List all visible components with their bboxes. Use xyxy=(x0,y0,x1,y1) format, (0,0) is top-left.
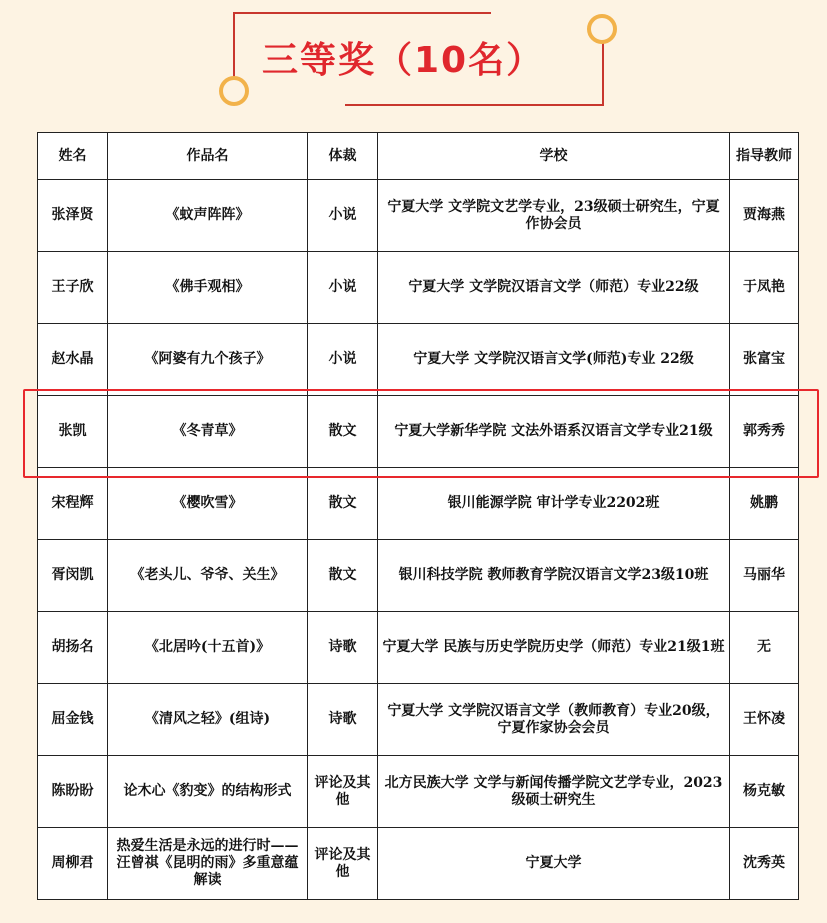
header-work: 作品名 xyxy=(108,133,308,180)
table-row xyxy=(38,468,799,540)
cell-name: 陈盼盼 xyxy=(38,756,108,828)
cell-school: 宁夏大学 文学院汉语言文学（教师教育）专业20级，宁夏作家协会会员 xyxy=(378,684,730,756)
frame-line-right xyxy=(602,42,604,106)
cell-teacher: 杨克敏 xyxy=(730,756,799,828)
cell-name: 赵水晶 xyxy=(38,324,108,396)
award-title: 三等奖（10名） xyxy=(262,40,545,81)
cell-school: 宁夏大学 文学院文艺学专业，23级硕士研究生，宁夏作协会员 xyxy=(378,180,730,252)
cell-genre: 散文 xyxy=(308,468,378,540)
cell-school: 银川科技学院 教师教育学院汉语言文学23级10班 xyxy=(378,540,730,612)
cell-work: 《阿婆有九个孩子》 xyxy=(108,324,308,396)
cell-school: 银川能源学院 审计学专业2202班 xyxy=(378,468,730,540)
cell-work: 《冬青草》 xyxy=(108,396,308,468)
cell-genre: 小说 xyxy=(308,324,378,396)
cell-work: 《樱吹雪》 xyxy=(108,468,308,540)
cell-school: 宁夏大学 文学院汉语言文学（师范）专业22级 xyxy=(378,252,730,324)
cell-school: 北方民族大学 文学与新闻传播学院文艺学专业，2023级硕士研究生 xyxy=(378,756,730,828)
cell-teacher: 张富宝 xyxy=(730,324,799,396)
cell-work: 《佛手观相》 xyxy=(108,252,308,324)
cell-genre: 评论及其他 xyxy=(308,828,378,900)
cell-teacher: 姚鹏 xyxy=(730,468,799,540)
cell-teacher: 无 xyxy=(730,612,799,684)
header-school: 学校 xyxy=(378,133,730,180)
cell-genre: 评论及其他 xyxy=(308,756,378,828)
cell-name: 张泽贤 xyxy=(38,180,108,252)
cell-name: 王子欣 xyxy=(38,252,108,324)
cell-teacher: 沈秀英 xyxy=(730,828,799,900)
cell-work: 《北居吟(十五首)》 xyxy=(108,612,308,684)
header-name: 姓名 xyxy=(38,133,108,180)
cell-genre: 诗歌 xyxy=(308,612,378,684)
table-row xyxy=(38,756,799,828)
table-row xyxy=(38,324,799,396)
table-row xyxy=(38,180,799,252)
cell-school: 宁夏大学 文学院汉语言文学(师范)专业 22级 xyxy=(378,324,730,396)
award-title-banner xyxy=(0,0,827,130)
ring-ornament-right xyxy=(587,14,617,44)
cell-genre: 小说 xyxy=(308,252,378,324)
cell-name: 胡扬名 xyxy=(38,612,108,684)
cell-name: 胥闵凯 xyxy=(38,540,108,612)
cell-genre: 小说 xyxy=(308,180,378,252)
frame-line-top xyxy=(233,12,491,14)
header-teacher: 指导教师 xyxy=(730,133,799,180)
cell-name: 张凯 xyxy=(38,396,108,468)
cell-school: 宁夏大学 民族与历史学院历史学（师范）专业21级1班 xyxy=(378,612,730,684)
cell-teacher: 郭秀秀 xyxy=(730,396,799,468)
table-row xyxy=(38,252,799,324)
table-row xyxy=(38,612,799,684)
cell-teacher: 于凤艳 xyxy=(730,252,799,324)
cell-teacher: 马丽华 xyxy=(730,540,799,612)
cell-teacher: 贾海燕 xyxy=(730,180,799,252)
cell-teacher: 王怀凌 xyxy=(730,684,799,756)
cell-school: 宁夏大学 xyxy=(378,828,730,900)
table-header-row xyxy=(38,133,799,180)
cell-work: 热爱生活是永远的进行时——汪曾祺《昆明的雨》多重意蕴解读 xyxy=(108,828,308,900)
header-genre: 体裁 xyxy=(308,133,378,180)
frame-line-left xyxy=(233,12,235,80)
table-row xyxy=(38,684,799,756)
cell-name: 周柳君 xyxy=(38,828,108,900)
frame-line-bottom xyxy=(345,104,604,106)
cell-name: 屈金钱 xyxy=(38,684,108,756)
table-row xyxy=(38,540,799,612)
cell-genre: 诗歌 xyxy=(308,684,378,756)
cell-genre: 散文 xyxy=(308,540,378,612)
cell-name: 宋程辉 xyxy=(38,468,108,540)
cell-genre: 散文 xyxy=(308,396,378,468)
ring-ornament-left xyxy=(219,76,249,106)
table-row-highlighted xyxy=(38,396,799,468)
award-table xyxy=(37,132,799,900)
cell-work: 《老头儿、爷爷、关生》 xyxy=(108,540,308,612)
cell-school: 宁夏大学新华学院 文法外语系汉语言文学专业21级 xyxy=(378,396,730,468)
cell-work: 《清风之轻》(组诗) xyxy=(108,684,308,756)
cell-work: 论木心《豹变》的结构形式 xyxy=(108,756,308,828)
cell-work: 《蚊声阵阵》 xyxy=(108,180,308,252)
table-row xyxy=(38,828,799,900)
